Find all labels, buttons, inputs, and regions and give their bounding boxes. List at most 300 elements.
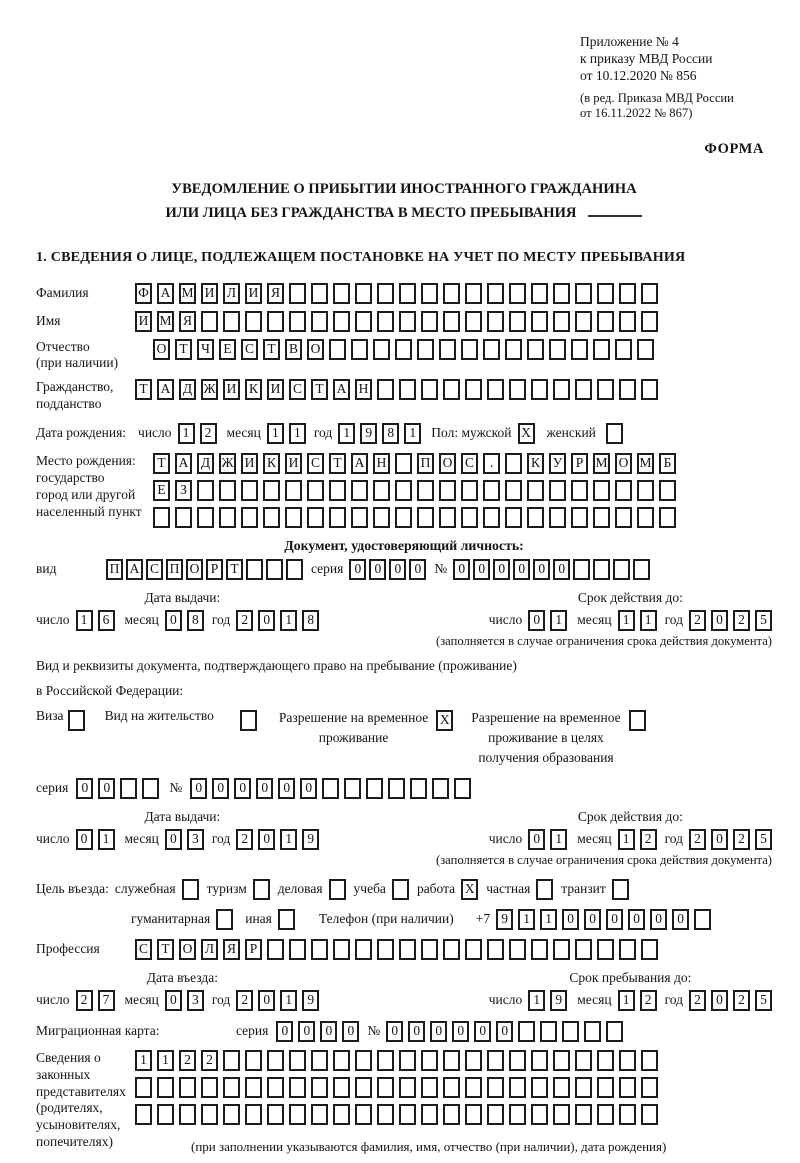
form-cell[interactable]: 2 [689,610,706,631]
form-cell[interactable] [344,778,361,799]
form-cell[interactable]: Л [223,283,240,304]
form-cell[interactable]: 0 [496,1021,513,1042]
form-cell[interactable] [395,507,412,528]
form-cell[interactable] [509,283,526,304]
form-cell[interactable]: 3 [187,829,204,850]
form-cell[interactable]: 1 [280,829,297,850]
form-cell[interactable] [509,1104,526,1125]
form-cell[interactable] [454,778,471,799]
form-cell[interactable]: 1 [157,1050,174,1071]
form-cell[interactable]: 0 [320,1021,337,1042]
form-cell[interactable] [142,778,159,799]
form-cell[interactable] [179,1104,196,1125]
form-cell[interactable]: 0 [234,778,251,799]
form-cell[interactable]: 1 [178,423,195,444]
form-cell[interactable]: 0 [349,559,366,580]
form-cell[interactable] [311,1104,328,1125]
form-cell[interactable]: Р [206,559,223,580]
form-cell[interactable] [443,379,460,400]
form-cell[interactable]: 0 [711,610,728,631]
form-cell[interactable] [465,1077,482,1098]
form-cell[interactable]: Т [175,339,192,360]
form-cell[interactable]: 1 [518,909,535,930]
form-cell[interactable] [487,311,504,332]
form-cell[interactable]: 0 [76,778,93,799]
form-cell[interactable] [593,339,610,360]
form-cell[interactable] [531,939,548,960]
form-cell[interactable] [641,1077,658,1098]
form-cell[interactable] [377,379,394,400]
form-cell[interactable]: З [175,480,192,501]
form-cell[interactable]: 2 [733,829,750,850]
residence-permit-checkbox[interactable] [240,710,257,731]
form-cell[interactable] [531,1077,548,1098]
form-cell[interactable] [333,939,350,960]
form-cell[interactable]: В [285,339,302,360]
form-cell[interactable]: 1 [135,1050,152,1071]
form-cell[interactable] [392,879,409,900]
form-cell[interactable] [575,311,592,332]
form-cell[interactable] [263,507,280,528]
form-cell[interactable]: Е [153,480,170,501]
form-cell[interactable] [641,379,658,400]
form-cell[interactable] [377,311,394,332]
form-cell[interactable]: 0 [452,1021,469,1042]
form-cell[interactable] [641,283,658,304]
form-cell[interactable] [395,480,412,501]
form-cell[interactable] [505,339,522,360]
form-cell[interactable]: Р [245,939,262,960]
purpose-transit-checkbox[interactable] [612,879,629,900]
form-cell[interactable] [266,559,283,580]
form-cell[interactable]: 1 [404,423,421,444]
form-cell[interactable]: О [307,339,324,360]
form-cell[interactable]: К [263,453,280,474]
form-cell[interactable]: Ф [135,283,152,304]
form-cell[interactable] [377,283,394,304]
form-cell[interactable] [615,507,632,528]
form-cell[interactable]: Я [179,311,196,332]
form-cell[interactable] [197,480,214,501]
form-cell[interactable] [443,283,460,304]
form-cell[interactable] [355,283,372,304]
form-cell[interactable] [355,939,372,960]
form-cell[interactable]: С [146,559,163,580]
form-cell[interactable] [593,507,610,528]
form-cell[interactable]: П [417,453,434,474]
form-cell[interactable] [311,1050,328,1071]
form-cell[interactable]: 0 [606,909,623,930]
form-cell[interactable]: 0 [278,778,295,799]
form-cell[interactable]: 0 [562,909,579,930]
form-cell[interactable] [285,480,302,501]
form-cell[interactable]: А [175,453,192,474]
form-cell[interactable] [571,480,588,501]
form-cell[interactable]: А [157,379,174,400]
form-cell[interactable]: 0 [474,1021,491,1042]
form-cell[interactable] [571,507,588,528]
form-cell[interactable]: И [245,283,262,304]
form-cell[interactable]: 1 [618,610,635,631]
form-cell[interactable]: 0 [98,778,115,799]
form-cell[interactable] [509,1077,526,1098]
form-cell[interactable]: А [351,453,368,474]
form-cell[interactable] [597,1050,614,1071]
form-cell[interactable]: Т [153,453,170,474]
form-cell[interactable] [487,1077,504,1098]
form-cell[interactable] [509,939,526,960]
form-cell[interactable] [531,311,548,332]
form-cell[interactable] [395,339,412,360]
form-cell[interactable] [606,1021,623,1042]
form-cell[interactable]: Р [571,453,588,474]
form-cell[interactable] [289,283,306,304]
form-cell[interactable] [637,507,654,528]
form-cell[interactable] [223,1104,240,1125]
form-cell[interactable]: 0 [672,909,689,930]
form-cell[interactable]: Т [157,939,174,960]
form-cell[interactable]: Т [263,339,280,360]
form-cell[interactable]: И [241,453,258,474]
form-cell[interactable] [201,1104,218,1125]
form-cell[interactable]: И [201,283,218,304]
form-cell[interactable] [333,283,350,304]
form-cell[interactable] [223,311,240,332]
form-cell[interactable] [120,778,137,799]
form-cell[interactable] [483,480,500,501]
form-cell[interactable]: А [157,283,174,304]
form-cell[interactable] [443,1050,460,1071]
form-cell[interactable]: С [461,453,478,474]
form-cell[interactable] [593,480,610,501]
form-cell[interactable]: 2 [640,990,657,1011]
form-cell[interactable]: 0 [165,610,182,631]
form-cell[interactable] [619,283,636,304]
form-cell[interactable]: 1 [76,610,93,631]
form-cell[interactable] [465,311,482,332]
form-cell[interactable] [219,507,236,528]
form-cell[interactable]: М [593,453,610,474]
form-cell[interactable] [575,379,592,400]
form-cell[interactable]: Е [219,339,236,360]
form-cell[interactable] [531,379,548,400]
form-cell[interactable] [527,507,544,528]
form-cell[interactable]: 8 [382,423,399,444]
form-cell[interactable]: 5 [755,829,772,850]
form-cell[interactable] [240,710,257,731]
form-cell[interactable]: Л [201,939,218,960]
form-cell[interactable] [487,379,504,400]
form-cell[interactable] [575,1104,592,1125]
form-cell[interactable] [153,507,170,528]
form-cell[interactable] [399,939,416,960]
form-cell[interactable] [553,1050,570,1071]
form-cell[interactable] [597,1104,614,1125]
form-cell[interactable] [637,480,654,501]
form-cell[interactable]: 0 [389,559,406,580]
form-cell[interactable] [553,939,570,960]
form-cell[interactable] [531,1104,548,1125]
form-cell[interactable]: 0 [165,829,182,850]
form-cell[interactable]: 0 [513,559,530,580]
form-cell[interactable] [659,507,676,528]
form-cell[interactable] [597,283,614,304]
form-cell[interactable] [443,311,460,332]
form-cell[interactable] [267,939,284,960]
form-cell[interactable] [267,1050,284,1071]
form-cell[interactable]: П [106,559,123,580]
form-cell[interactable] [421,311,438,332]
form-cell[interactable]: О [615,453,632,474]
form-cell[interactable]: 2 [236,990,253,1011]
form-cell[interactable]: 0 [473,559,490,580]
form-cell[interactable]: 0 [300,778,317,799]
form-cell[interactable]: 3 [187,990,204,1011]
form-cell[interactable] [615,339,632,360]
form-cell[interactable]: 0 [258,990,275,1011]
form-cell[interactable]: 0 [493,559,510,580]
form-cell[interactable] [377,939,394,960]
form-cell[interactable]: М [179,283,196,304]
form-cell[interactable]: 2 [689,829,706,850]
form-cell[interactable] [633,559,650,580]
form-cell[interactable] [289,1077,306,1098]
form-cell[interactable] [197,507,214,528]
form-cell[interactable]: 0 [369,559,386,580]
form-cell[interactable] [527,480,544,501]
form-cell[interactable]: Т [135,379,152,400]
form-cell[interactable] [351,339,368,360]
form-cell[interactable] [461,339,478,360]
form-cell[interactable] [487,1050,504,1071]
form-cell[interactable] [597,379,614,400]
form-cell[interactable] [562,1021,579,1042]
form-cell[interactable] [584,1021,601,1042]
form-cell[interactable] [311,283,328,304]
form-cell[interactable]: С [307,453,324,474]
form-cell[interactable]: А [126,559,143,580]
form-cell[interactable]: К [527,453,544,474]
form-cell[interactable]: Я [267,283,284,304]
form-cell[interactable] [245,1077,262,1098]
form-cell[interactable]: 1 [98,829,115,850]
form-cell[interactable] [465,1050,482,1071]
form-cell[interactable] [399,379,416,400]
form-cell[interactable] [694,909,711,930]
form-cell[interactable] [465,379,482,400]
form-cell[interactable]: 0 [584,909,601,930]
form-cell[interactable] [333,1050,350,1071]
form-cell[interactable] [263,480,280,501]
form-cell[interactable] [421,379,438,400]
form-cell[interactable] [373,480,390,501]
form-cell[interactable] [253,879,270,900]
form-cell[interactable]: М [637,453,654,474]
form-cell[interactable] [443,1077,460,1098]
form-cell[interactable] [549,339,566,360]
form-cell[interactable] [509,1050,526,1071]
form-cell[interactable] [619,1077,636,1098]
form-cell[interactable] [355,1077,372,1098]
form-cell[interactable]: Д [179,379,196,400]
form-cell[interactable]: . [483,453,500,474]
form-cell[interactable]: 9 [302,990,319,1011]
form-cell[interactable] [553,283,570,304]
form-cell[interactable]: 0 [453,559,470,580]
form-cell[interactable]: О [439,453,456,474]
form-cell[interactable]: Т [226,559,243,580]
form-cell[interactable] [575,283,592,304]
form-cell[interactable]: Я [223,939,240,960]
form-cell[interactable] [399,311,416,332]
form-cell[interactable] [619,1050,636,1071]
form-cell[interactable] [531,1050,548,1071]
form-cell[interactable] [575,1050,592,1071]
form-cell[interactable] [553,1077,570,1098]
form-cell[interactable] [135,1104,152,1125]
form-cell[interactable]: 0 [408,1021,425,1042]
form-cell[interactable]: 5 [755,610,772,631]
form-cell[interactable]: 2 [179,1050,196,1071]
form-cell[interactable] [311,939,328,960]
form-cell[interactable] [597,939,614,960]
form-cell[interactable]: 1 [640,610,657,631]
form-cell[interactable]: 0 [528,610,545,631]
form-cell[interactable] [659,480,676,501]
form-cell[interactable] [619,1104,636,1125]
form-cell[interactable] [641,311,658,332]
form-cell[interactable] [399,1077,416,1098]
form-cell[interactable]: X [461,879,478,900]
form-cell[interactable] [286,559,303,580]
form-cell[interactable] [410,778,427,799]
form-cell[interactable]: 0 [528,829,545,850]
form-cell[interactable] [573,559,590,580]
form-cell[interactable]: 0 [711,829,728,850]
form-cell[interactable]: Т [311,379,328,400]
form-cell[interactable]: 2 [236,610,253,631]
form-cell[interactable] [612,879,629,900]
purpose-private-checkbox[interactable] [536,879,553,900]
form-cell[interactable]: К [245,379,262,400]
form-cell[interactable] [322,778,339,799]
form-cell[interactable] [395,453,412,474]
form-cell[interactable]: 0 [76,829,93,850]
form-cell[interactable] [641,1104,658,1125]
form-cell[interactable]: 0 [430,1021,447,1042]
form-cell[interactable] [355,1104,372,1125]
form-cell[interactable]: 8 [302,610,319,631]
form-cell[interactable] [549,480,566,501]
form-cell[interactable]: П [166,559,183,580]
purpose-work-checkbox[interactable] [461,879,478,900]
form-cell[interactable] [505,507,522,528]
form-cell[interactable] [329,879,346,900]
form-cell[interactable]: 1 [280,990,297,1011]
form-cell[interactable]: 0 [533,559,550,580]
form-cell[interactable]: 2 [640,829,657,850]
form-cell[interactable]: 0 [711,990,728,1011]
form-cell[interactable] [443,939,460,960]
form-cell[interactable] [553,379,570,400]
form-cell[interactable] [421,1104,438,1125]
form-cell[interactable]: 2 [689,990,706,1011]
form-cell[interactable] [439,339,456,360]
form-cell[interactable] [417,339,434,360]
form-cell[interactable] [182,879,199,900]
form-cell[interactable]: 1 [280,610,297,631]
purpose-other-checkbox[interactable] [278,909,295,930]
form-cell[interactable]: С [135,939,152,960]
form-cell[interactable] [483,507,500,528]
form-cell[interactable] [388,778,405,799]
form-cell[interactable]: 2 [200,423,217,444]
form-cell[interactable]: И [267,379,284,400]
form-cell[interactable]: 2 [201,1050,218,1071]
form-cell[interactable]: Н [373,453,390,474]
form-cell[interactable]: 1 [618,990,635,1011]
form-cell[interactable]: 1 [550,610,567,631]
form-cell[interactable]: 2 [733,610,750,631]
form-cell[interactable] [417,507,434,528]
sex-male-checkbox[interactable] [518,423,535,444]
form-cell[interactable] [619,939,636,960]
form-cell[interactable]: 2 [76,990,93,1011]
sex-female-checkbox[interactable] [606,423,623,444]
form-cell[interactable] [531,283,548,304]
form-cell[interactable] [399,283,416,304]
form-cell[interactable]: С [289,379,306,400]
form-cell[interactable]: 1 [540,909,557,930]
form-cell[interactable]: 2 [236,829,253,850]
form-cell[interactable]: Ж [201,379,218,400]
form-cell[interactable] [417,480,434,501]
form-cell[interactable] [613,559,630,580]
form-cell[interactable] [421,283,438,304]
form-cell[interactable]: 0 [190,778,207,799]
form-cell[interactable] [157,1104,174,1125]
form-cell[interactable] [289,939,306,960]
form-cell[interactable]: 5 [755,990,772,1011]
form-cell[interactable] [465,1104,482,1125]
purpose-tourism-checkbox[interactable] [253,879,270,900]
form-cell[interactable]: 8 [187,610,204,631]
form-cell[interactable] [593,559,610,580]
form-cell[interactable] [245,1050,262,1071]
form-cell[interactable] [483,339,500,360]
form-cell[interactable] [377,1077,394,1098]
form-cell[interactable] [377,1104,394,1125]
form-cell[interactable] [421,939,438,960]
form-cell[interactable]: 0 [409,559,426,580]
form-cell[interactable] [246,559,263,580]
form-cell[interactable]: 0 [258,829,275,850]
form-cell[interactable] [487,283,504,304]
form-cell[interactable]: 6 [98,610,115,631]
form-cell[interactable] [373,507,390,528]
form-cell[interactable] [223,1050,240,1071]
form-cell[interactable] [373,339,390,360]
form-cell[interactable] [641,939,658,960]
form-cell[interactable] [351,480,368,501]
form-cell[interactable] [487,1104,504,1125]
form-cell[interactable] [329,480,346,501]
form-cell[interactable]: 0 [342,1021,359,1042]
form-cell[interactable]: У [549,453,566,474]
form-cell[interactable]: Б [659,453,676,474]
form-cell[interactable] [399,1050,416,1071]
form-cell[interactable]: Н [355,379,372,400]
